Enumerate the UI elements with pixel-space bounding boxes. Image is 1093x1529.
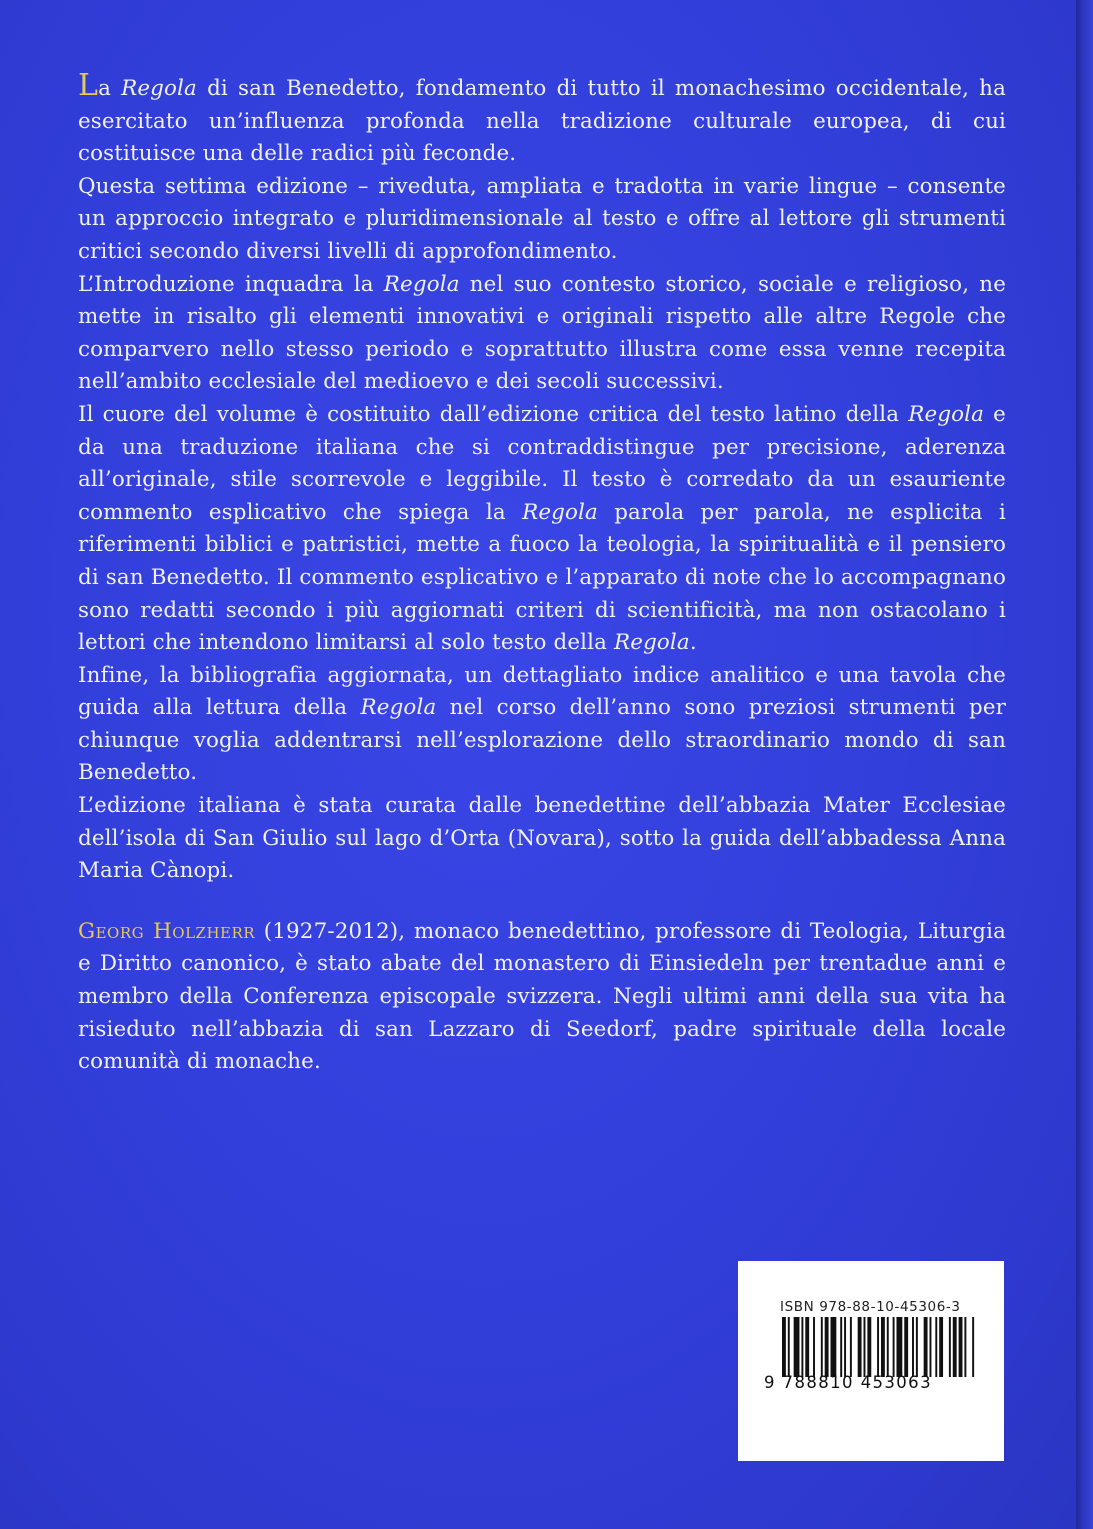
barcode-bar (959, 1317, 963, 1377)
description-paragraph-5 (78, 660, 1006, 790)
barcode-bar (972, 1317, 974, 1377)
italic-title: Regola (908, 401, 985, 427)
barcode-bar (840, 1317, 842, 1377)
barcode-bar (867, 1317, 871, 1377)
barcode-bar (877, 1317, 879, 1377)
barcode-bar (953, 1317, 957, 1377)
barcode-bar (929, 1317, 931, 1377)
barcode-bar (939, 1317, 943, 1377)
barcode-bar (858, 1317, 862, 1377)
text-run: a (98, 76, 122, 101)
barcode-bar (813, 1317, 815, 1377)
isbn-number: ISBN 978-88-10-45306-3 (780, 1299, 961, 1315)
description-paragraph-2: Questa settima edizione – riveduta, ampliata e tradotta in varie lingue – consente un approccio integrato e pluridimensionale al testo e offre al lettore gli strumenti critici secondo diversi livelli di approfondimento. (78, 173, 1006, 264)
description-paragraph-1 (78, 70, 1006, 171)
barcode-digits: 9 788810 453063 (764, 1373, 932, 1392)
barcode-bar (788, 1317, 790, 1377)
cover-text (78, 70, 1006, 1079)
barcode-bar (881, 1317, 885, 1377)
italic-title: Regola (121, 76, 197, 101)
text-run: nel corso dell’anno sono preziosi strumenti per chiunque voglia addentrarsi nell’esplorazione dello straordinario mondo di san Benedetto. (78, 695, 1006, 786)
barcode-bar (844, 1317, 846, 1377)
italic-title: Regola (360, 695, 437, 721)
barcode-bar (893, 1317, 895, 1377)
book-spine-edge (1076, 0, 1093, 1529)
italic-title: Regola (383, 271, 460, 297)
barcode-bar (864, 1317, 866, 1377)
text-run: Infine, la bibliografia aggiornata, un dettagliato indice analitico e una tavola che guida alla lettura della (78, 662, 1006, 721)
barcode-bar (801, 1317, 803, 1377)
text-run: parola per parola, ne esplicita i riferimenti biblici e patristici, mette a fuoco la teologia, la spiritualità e il pensiero di san Benedetto. Il commento esplicativo e l’apparato di note che lo accompagnano sono redatti secondo i più aggiornati criteri di scientificità, ma non ostacolano i lettori che intendono limitarsi al solo testo della (78, 499, 1006, 656)
barcode-bar (805, 1317, 809, 1377)
barcode-bar (887, 1317, 889, 1377)
barcode-bar (850, 1317, 852, 1377)
text-run: . (689, 630, 697, 656)
barcode-bar (935, 1317, 937, 1377)
barcode-bar (964, 1317, 966, 1377)
barcode-bar (912, 1317, 914, 1377)
barcode-icon (782, 1317, 978, 1377)
italic-title: Regola (614, 630, 690, 656)
paragraph-spacer (78, 888, 1006, 916)
author-bio-text: (1927-2012), monaco benedettino, professore di Teologia, Liturgia e Diritto canonico, è stato abate del monastero di Einsiedeln per trentadue anni e membro della Conferenza episcopale svizzera. Negli ultimi anni della sua vita ha risieduto nell’abbazia di san Lazzaro di Seedorf, padre spirituale della locale comunità di monache. (78, 918, 1006, 1075)
italic-title: Regola (522, 499, 598, 525)
text-run: Il cuore del volume è costituito dall’edizione critica del testo latino della (78, 401, 909, 427)
barcode-bar (904, 1317, 908, 1377)
barcode-bar (825, 1317, 829, 1377)
barcode-bar (821, 1317, 823, 1377)
barcode-bar (924, 1317, 928, 1377)
drop-cap: L (78, 68, 99, 103)
barcode-label (738, 1261, 1004, 1461)
barcode-bar (916, 1317, 918, 1377)
description-paragraph-6: L’edizione italiana è stata curata dalle benedettine dell’abbazia Mater Ecclesiae dell’isola di San Giulio sul lago d’Orta (Novara), sotto la guida dell’abbadessa Anna Maria Cànopi. (78, 793, 1006, 884)
barcode-bar (831, 1317, 837, 1377)
author-name: Georg Holzherr (78, 918, 256, 944)
barcode-bar (896, 1317, 902, 1377)
text-run: nel suo contesto storico, sociale e religioso, ne mette in risalto gli elementi innovativi e originali rispetto alle altre Regole che comparvero nello stesso periodo e soprattutto illustra come essa venne recepita nell’ambito ecclesiale del medioevo e dei secoli successivi. (78, 271, 1007, 395)
barcode-bar (794, 1317, 800, 1377)
barcode-bar (782, 1317, 786, 1377)
description-paragraph-3 (78, 269, 1006, 399)
description-paragraph-4 (78, 399, 1006, 660)
author-bio (78, 916, 1006, 1079)
text-run: e da una traduzione italiana che si contraddistingue per precisione, aderenza all’originale, stile scorrevole e leggibile. Il testo è corredato da un esauriente commento esplicativo che spiega la (78, 401, 1006, 525)
barcode-bar (949, 1317, 951, 1377)
text-run: di san Benedetto, fondamento di tutto il monachesimo occidentale, ha esercitato un’influenza profonda nella tradizione culturale europea, di cui costituisce una delle radici più feconde. (78, 76, 1006, 167)
text-run: L’Introduzione inquadra la (78, 271, 384, 297)
